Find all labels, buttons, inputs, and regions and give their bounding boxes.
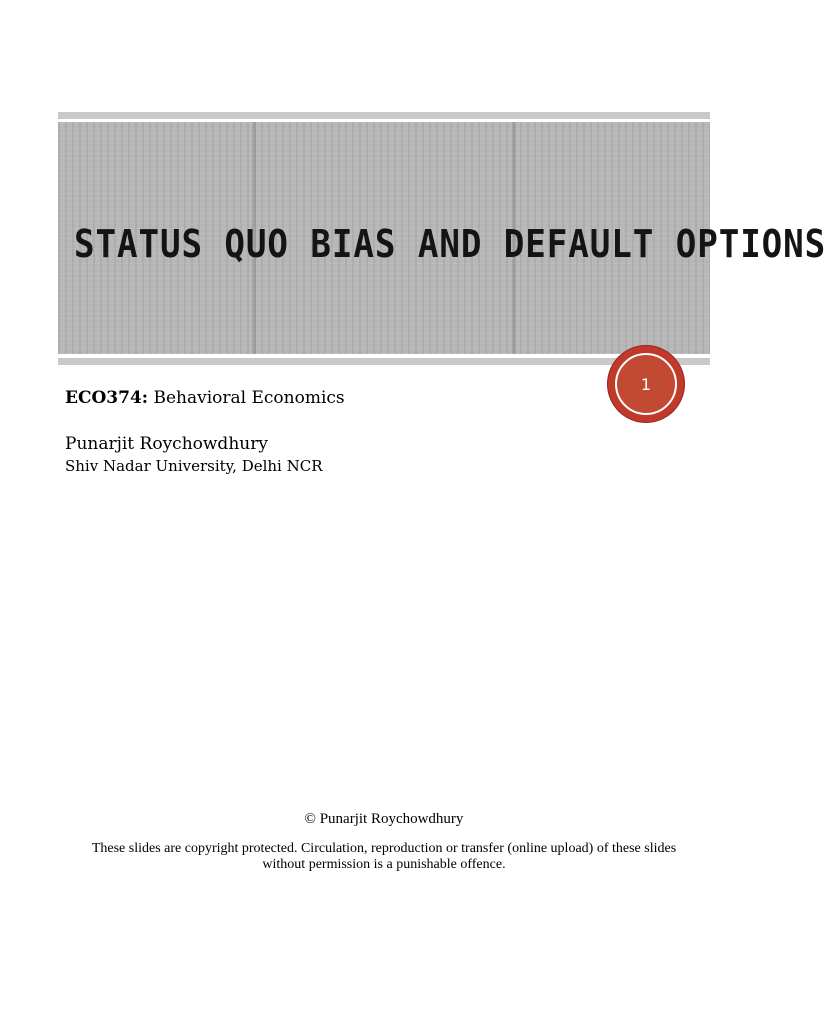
copyright-line: © Punarjit Roychowdhury [304, 811, 464, 827]
author-affiliation: Shiv Nadar University, Delhi NCR [65, 457, 323, 475]
copyright-notice [60, 841, 708, 873]
page-number: 1 [615, 353, 677, 415]
course-name: Behavioral Economics [148, 388, 345, 408]
course-line [65, 388, 345, 408]
author-name: Punarjit Roychowdhury [65, 434, 268, 454]
notice-line-1: These slides are copyright protected. Circulation, reproduction or transfer (online upload) of these slides [91, 841, 677, 856]
notice-line-2: without permission is a punishable offence. [262, 857, 506, 872]
title-banner [58, 122, 826, 354]
page-number-badge [608, 346, 684, 422]
banner-top-stripe [58, 112, 710, 119]
slide-title: STATUS QUO BIAS AND DEFAULT OPTIONS [74, 222, 826, 266]
course-code: ECO374: [65, 388, 149, 408]
